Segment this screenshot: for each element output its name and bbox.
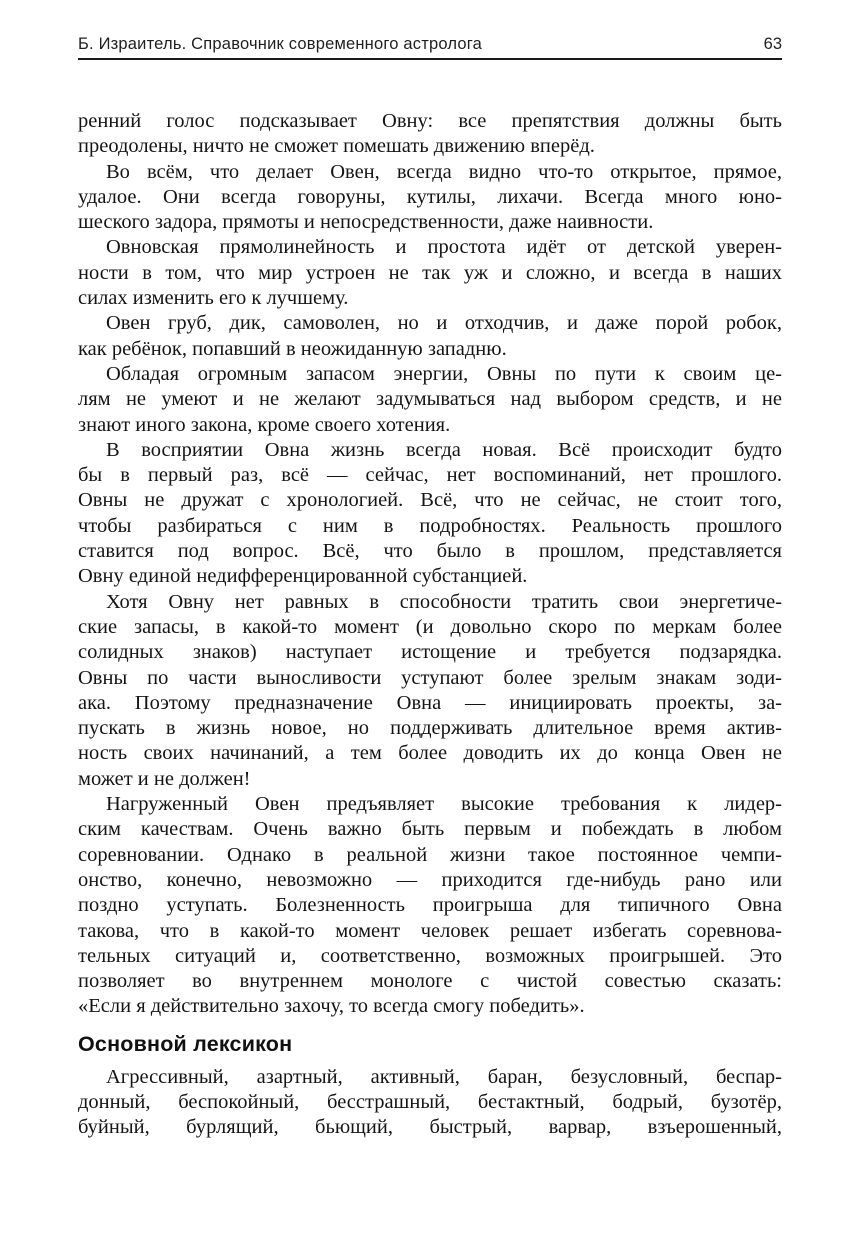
text-line: ность своих начинаний, а тем более доводить их до конца Овен не — [78, 742, 782, 765]
text-line: В восприятии Овна жизнь всегда новая. Всё происходит будто — [106, 438, 782, 461]
text-line: позволяет во внутреннем монологе с чистой совестью сказать: — [78, 970, 782, 993]
text-line: буйный, бурлящий, бьющий, быстрый, варвар, взъерошенный, — [78, 1116, 782, 1139]
paragraph — [78, 109, 782, 160]
text-line: Агрессивный, азартный, активный, баран, безусловный, беспар- — [106, 1065, 782, 1088]
text-line: Хотя Овну нет равных в способности тратить свои энергетиче- — [106, 590, 782, 613]
text-line: Овновская прямолинейность и простота идёт от детской уверен- — [106, 236, 782, 259]
text-line: знают иного закона, кроме своего хотения. — [78, 413, 451, 436]
text-line: тельных ситуаций и, соответственно, возможных проигрышей. Это — [78, 944, 782, 967]
paragraph — [78, 235, 782, 311]
text-line: Овны по части выносливости уступают более зрелым знакам зоди- — [78, 666, 782, 689]
text-line: Нагруженный Овен предъявляет высокие требования к лидер- — [106, 793, 782, 816]
text-line: удалое. Они всегда говоруны, кутилы, лихачи. Всегда много юно- — [78, 185, 782, 208]
text-line: Овну единой недифференцированной субстанцией. — [78, 565, 528, 588]
paragraph — [78, 438, 782, 590]
text-line: пускать в жизнь новое, но поддерживать длительное время актив- — [78, 717, 782, 740]
text-line: такова, что в какой-то момент человек решает избегать соревнова- — [78, 919, 782, 942]
text-line: поздно уступать. Болезненность проигрыша для типичного Овна — [78, 894, 782, 917]
text-line: преодолены, ничто не сможет помешать движению вперёд. — [78, 135, 595, 158]
text-line: «Если я действительно захочу, то всегда смогу победить». — [78, 995, 585, 1018]
text-line: как ребёнок, попавший в неожиданную западню. — [78, 337, 507, 360]
text-line: чтобы разбираться с ним в подробностях. Реальность прошлого — [78, 514, 782, 537]
text-line: ским качествам. Очень важно быть первым и побеждать в любом — [78, 818, 782, 841]
text-line: ренний голос подсказывает Овну: все препятствия должны быть — [78, 110, 782, 132]
page-number: 63 — [763, 35, 782, 53]
paragraph — [78, 362, 782, 438]
text-line: ские запасы, в какой-то момент (и довольно скоро по меркам более — [78, 615, 782, 638]
text-line: Овен груб, дик, самоволен, но и отходчив, и даже порой робок, — [106, 312, 782, 335]
running-header-title: Б. Израитель. Справочник современного астролога — [78, 35, 482, 53]
text-line: бы в первый раз, всё — сейчас, нет воспоминаний, нет прошлого. — [78, 464, 782, 487]
text-line: Во всём, что делает Овен, всегда видно что-то открытое, прямое, — [106, 160, 782, 183]
paragraph — [78, 590, 782, 792]
running-header — [78, 36, 782, 60]
text-line: солидных знаков) наступает истощение и требуется подзарядка. — [78, 641, 782, 664]
text-line: силах изменить его к лучшему. — [78, 287, 349, 310]
text-line: ности в том, что мир устроен не так уж и сложно, и всегда в наших — [78, 261, 782, 284]
text-line: может и не должен! — [78, 767, 251, 790]
paragraph — [78, 160, 782, 236]
text-line: донный, беспокойный, бесстрашный, бестактный, бодрый, бузотёр, — [78, 1090, 782, 1113]
paragraph — [78, 311, 782, 362]
text-line: ака. Поэтому предназначение Овна — инициировать проекты, за- — [78, 691, 782, 714]
body-text — [78, 109, 782, 1141]
text-line: Обладая огромным запасом энергии, Овны по пути к своим це- — [106, 362, 782, 385]
text-line: Овны не дружат с хронологией. Всё, что не сейчас, не стоит того, — [78, 489, 782, 512]
text-line: шеского задора, прямоты и непосредственности, даже наивности. — [78, 211, 654, 234]
paragraph — [78, 792, 782, 1020]
text-line: ставится под вопрос. Всё, что было в прошлом, представляется — [78, 540, 782, 563]
text-line: лям не умеют и не желают задумываться над выбором средств, и не — [78, 388, 782, 411]
text-line: соревновании. Однако в реальной жизни такое постоянное чемпи- — [78, 843, 782, 866]
text-line: онство, конечно, невозможно — приходится где-нибудь рано или — [78, 868, 782, 891]
section-heading: Основной лексикон — [78, 1031, 293, 1056]
paragraph — [78, 1065, 782, 1141]
